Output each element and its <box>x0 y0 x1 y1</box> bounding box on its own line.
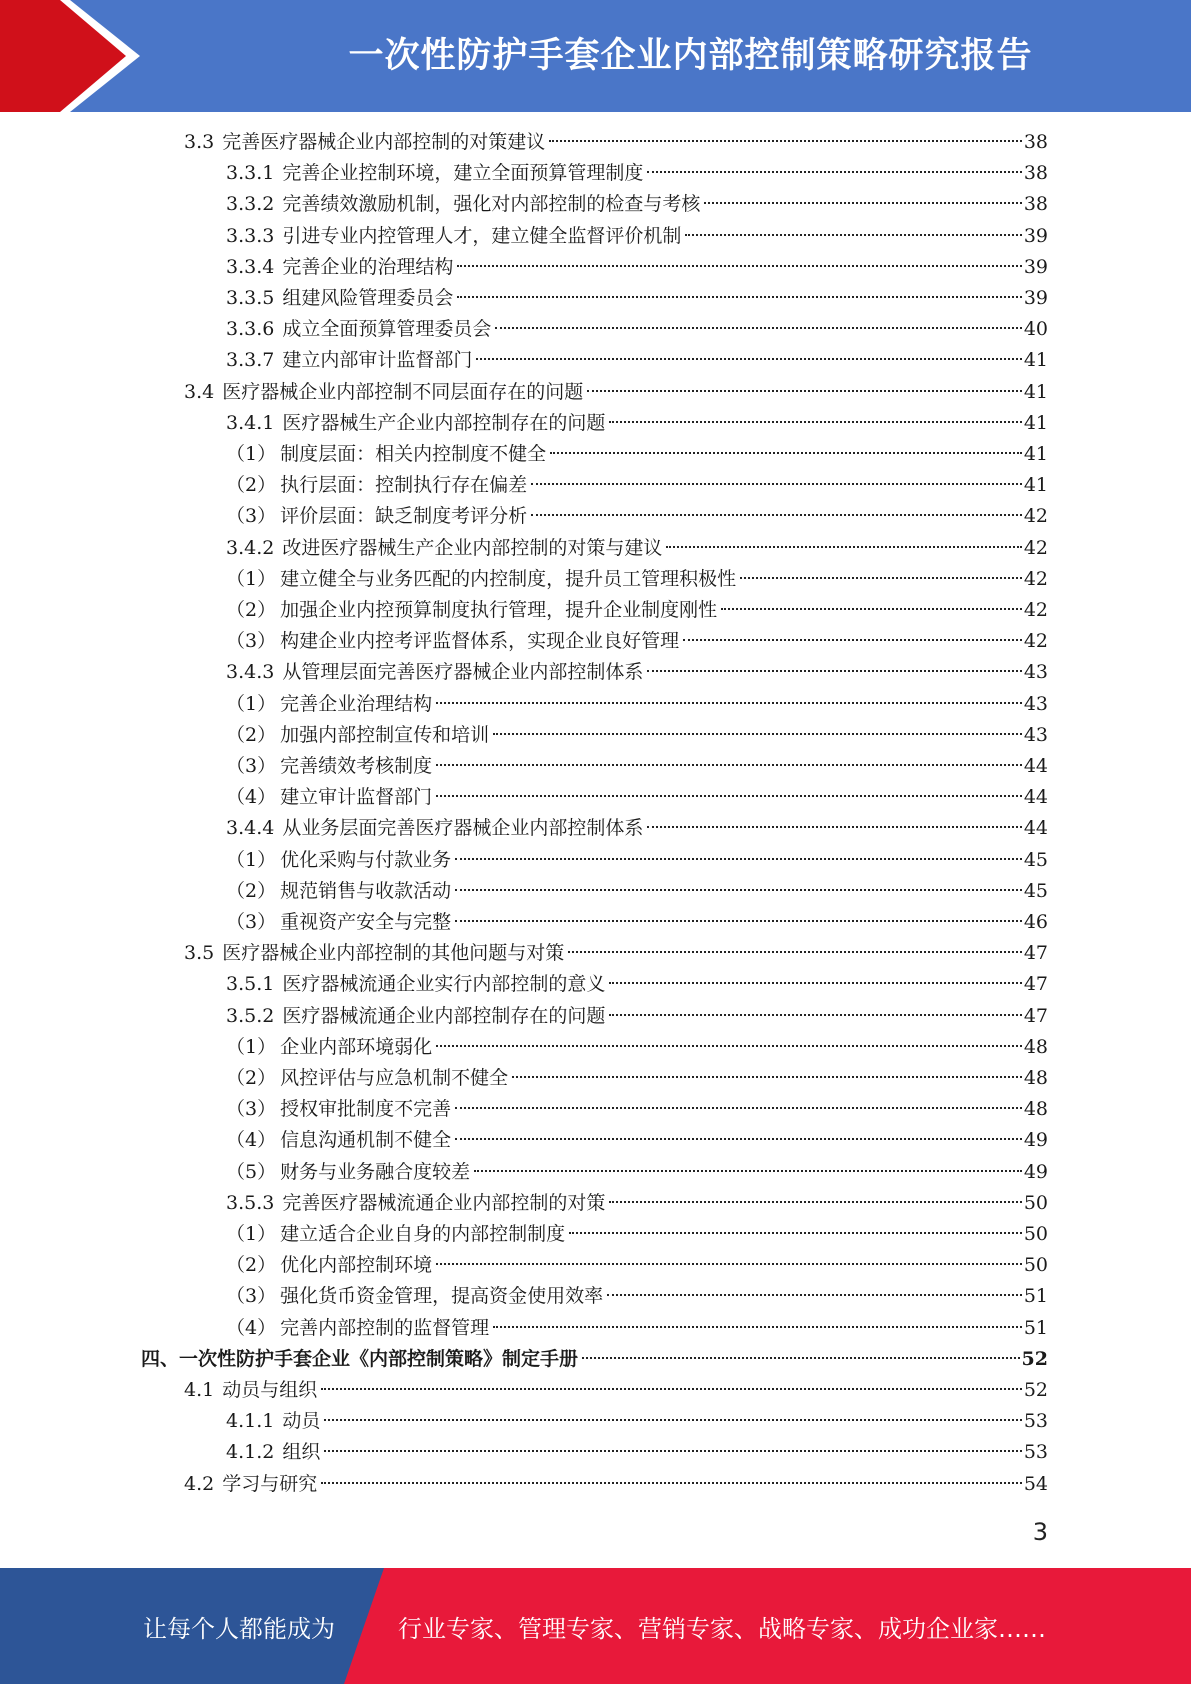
toc-entry-page: 40 <box>1023 318 1048 341</box>
toc-dot-leader <box>740 576 1022 579</box>
toc-dot-leader <box>582 1356 1020 1359</box>
toc-entry-number: （1） <box>226 567 277 590</box>
toc-entry-label: 改进医疗器械生产企业内部控制的对策与建议 <box>282 536 663 559</box>
toc-entry[interactable] <box>184 1469 1048 1500</box>
toc-entry-page: 51 <box>1023 1316 1048 1339</box>
toc-dot-leader <box>495 326 1021 329</box>
toc-entry-number: （3） <box>226 1285 277 1308</box>
toc-entry-label: 成立全面预算管理委员会 <box>282 318 492 341</box>
toc-entry[interactable] <box>184 938 1048 969</box>
toc-entry-label: 完善绩效激励机制，强化对内部控制的检查与考核 <box>282 193 701 216</box>
toc-entry-label: 风控评估与应急机制不健全 <box>280 1067 509 1089</box>
toc-entry-number: （2） <box>226 474 277 497</box>
toc-dot-leader <box>609 981 1021 984</box>
document-title: 一次性防护手套企业内部控制策略研究报告 <box>348 36 1033 76</box>
toc-entry-label: 医疗器械企业内部控制不同层面存在的问题 <box>222 380 584 403</box>
toc-dot-leader <box>455 888 1022 891</box>
toc-entry-number: （5） <box>226 1160 277 1183</box>
toc-entry-page: 50 <box>1023 1254 1048 1277</box>
toc-entry[interactable] <box>184 1375 1048 1406</box>
toc-entry-page: 39 <box>1023 255 1048 278</box>
toc-entry-page: 42 <box>1023 599 1048 621</box>
toc-entry-label: 财务与业务融合度较差 <box>280 1160 471 1183</box>
toc-entry-number: （2） <box>226 1254 277 1277</box>
toc-entry[interactable] <box>226 283 1048 314</box>
toc-entry-number: 3.4.2 <box>226 536 275 559</box>
toc-entry[interactable] <box>226 845 1048 876</box>
toc-entry-page: 53 <box>1023 1410 1048 1433</box>
toc-entry-page: 43 <box>1023 723 1048 746</box>
toc-entry-page: 48 <box>1023 1067 1048 1089</box>
toc-dot-leader <box>455 857 1022 860</box>
toc-entry[interactable] <box>226 470 1048 501</box>
toc-entry-number: （3） <box>226 630 277 653</box>
toc-entry-page: 45 <box>1023 848 1048 871</box>
toc-entry-number: 4.1 <box>184 1379 215 1401</box>
toc-dot-leader <box>457 264 1021 267</box>
toc-entry-number: （2） <box>226 723 277 746</box>
toc-entry-page: 41 <box>1023 443 1048 465</box>
toc-entry-number: 3.3 <box>184 131 215 153</box>
toc-entry-number: 3.3.5 <box>226 287 275 309</box>
toc-entry-page: 42 <box>1023 505 1048 528</box>
toc-entry[interactable] <box>226 751 1048 782</box>
toc-entry[interactable] <box>226 314 1048 345</box>
toc-entry-label: 从管理层面完善医疗器械企业内部控制体系 <box>282 661 644 684</box>
toc-entry-label: 完善医疗器械企业内部控制的对策建议 <box>222 131 546 153</box>
toc-entry-page: 47 <box>1023 942 1048 965</box>
toc-dot-leader <box>493 732 1022 735</box>
toc-entry-label: 加强企业内控预算制度执行管理，提升企业制度刚性 <box>280 599 718 621</box>
toc-dot-leader <box>609 420 1021 423</box>
toc-dot-leader <box>531 513 1022 516</box>
toc-entry[interactable] <box>226 564 1048 595</box>
toc-entry-page: 49 <box>1023 1129 1048 1152</box>
toc-entry-label: 强化货币资金管理，提高资金使用效率 <box>280 1285 604 1308</box>
toc-dot-leader <box>455 1137 1022 1140</box>
toc-entry[interactable] <box>226 1281 1048 1312</box>
toc-entry-label: 建立适合企业自身的内部控制制度 <box>280 1223 566 1245</box>
toc-entry[interactable] <box>226 439 1048 470</box>
toc-entry[interactable] <box>226 1094 1048 1125</box>
toc-dot-leader <box>457 295 1021 298</box>
toc-entry[interactable] <box>226 1250 1048 1281</box>
toc-entry-number: （2） <box>226 599 277 621</box>
toc-entry-label: 引进专业内控管理人才，建立健全监督评价机制 <box>282 224 682 247</box>
toc-entry[interactable] <box>226 907 1048 938</box>
toc-entry-number: （1） <box>226 1223 277 1245</box>
toc-entry-label: 重视资产安全与完整 <box>280 911 452 933</box>
toc-entry-label: 完善绩效考核制度 <box>280 755 433 777</box>
toc-entry[interactable] <box>226 1063 1048 1094</box>
toc-entry-label: 加强内部控制宣传和培训 <box>280 723 490 746</box>
toc-entry-page: 41 <box>1023 380 1048 403</box>
toc-entry-label: 动员 <box>282 1410 321 1433</box>
toc-entry-page: 41 <box>1023 349 1048 372</box>
toc-entry[interactable] <box>226 1032 1048 1063</box>
toc-entry[interactable] <box>226 1406 1048 1437</box>
toc-entry[interactable] <box>226 1437 1048 1468</box>
toc-entry[interactable] <box>226 408 1048 439</box>
toc-entry-number: （3） <box>226 505 277 528</box>
toc-entry-number: （4） <box>226 786 277 809</box>
toc-entry-label: 组织 <box>282 1441 321 1464</box>
toc-dot-leader <box>455 1106 1022 1109</box>
toc-entry[interactable] <box>226 782 1048 813</box>
toc-dot-leader <box>324 1418 1021 1421</box>
toc-entry[interactable] <box>226 876 1048 907</box>
toc-entry-page: 52 <box>1021 1347 1048 1370</box>
toc-dot-leader <box>436 1262 1022 1265</box>
toc-entry-page: 50 <box>1023 1191 1048 1214</box>
toc-entry-number: 4.1.2 <box>226 1441 275 1464</box>
toc-entry-label: 完善医疗器械流通企业内部控制的对策 <box>282 1191 606 1214</box>
toc-entry-number: 3.3.6 <box>226 318 275 341</box>
toc-entry-label: 医疗器械流通企业内部控制存在的问题 <box>282 1004 606 1027</box>
toc-entry[interactable] <box>226 1188 1048 1219</box>
toc-entry-label: 完善企业控制环境，建立全面预算管理制度 <box>282 162 644 185</box>
toc-entry-page: 39 <box>1023 287 1048 309</box>
toc-entry-number: 3.3.1 <box>226 162 275 185</box>
footer-banner <box>0 1568 1191 1684</box>
toc-entry-label: 四、一次性防护手套企业《内部控制策略》制定手册 <box>141 1347 579 1370</box>
toc-entry-label: 医疗器械企业内部控制的其他问题与对策 <box>222 942 565 965</box>
toc-entry-number: 4.1.1 <box>226 1410 275 1433</box>
toc-entry-page: 54 <box>1023 1472 1048 1495</box>
toc-entry-page: 41 <box>1023 474 1048 497</box>
toc-entry[interactable] <box>184 127 1048 158</box>
toc-dot-leader <box>647 170 1021 173</box>
toc-entry[interactable] <box>226 720 1048 751</box>
toc-entry-number: （1） <box>226 692 277 715</box>
toc-dot-leader <box>568 950 1022 953</box>
toc-entry-page: 48 <box>1023 1098 1048 1121</box>
toc-entry[interactable] <box>226 1125 1048 1156</box>
toc-entry-page: 52 <box>1023 1379 1048 1401</box>
toc-entry-page: 38 <box>1023 193 1048 216</box>
toc-entry[interactable] <box>226 657 1048 688</box>
toc-entry-page: 44 <box>1023 817 1048 840</box>
toc-dot-leader <box>569 1231 1022 1234</box>
toc-entry-label: 医疗器械生产企业内部控制存在的问题 <box>282 411 606 434</box>
toc-dot-leader <box>683 638 1022 641</box>
toc-dot-leader <box>609 1200 1021 1203</box>
toc-dot-leader <box>609 1013 1021 1016</box>
toc-dot-leader <box>436 701 1022 704</box>
toc-entry[interactable] <box>226 252 1048 283</box>
toc-entry[interactable] <box>226 626 1048 657</box>
toc-entry-number: 3.5 <box>184 942 215 965</box>
toc-dot-leader <box>647 669 1021 672</box>
toc-entry[interactable] <box>226 595 1048 626</box>
toc-dot-leader <box>587 389 1022 392</box>
toc-entry-label: 执行层面：控制执行存在偏差 <box>280 474 528 497</box>
toc-entry[interactable] <box>226 345 1048 376</box>
toc-dot-leader <box>324 1449 1021 1452</box>
toc-entry[interactable] <box>184 377 1048 408</box>
toc-entry[interactable] <box>226 1219 1048 1250</box>
toc-entry-page: 41 <box>1023 411 1048 434</box>
toc-dot-leader <box>550 451 1022 454</box>
toc-entry-number: 3.3.7 <box>226 349 275 372</box>
toc-entry-label: 信息沟通机制不健全 <box>280 1129 452 1152</box>
toc-entry[interactable] <box>226 533 1048 564</box>
toc-entry[interactable] <box>226 501 1048 532</box>
toc-entry-number: 3.3.2 <box>226 193 275 216</box>
toc-entry-number: 3.4 <box>184 380 215 403</box>
toc-entry-label: 完善企业的治理结构 <box>282 255 454 278</box>
toc-entry-number: （4） <box>226 1316 277 1339</box>
toc-entry-label: 构建企业内控考评监督体系，实现企业良好管理 <box>280 630 680 653</box>
toc-entry-number: 3.4.3 <box>226 661 275 684</box>
toc-entry[interactable] <box>226 189 1048 220</box>
toc-entry-label: 评价层面：缺乏制度考评分析 <box>280 505 528 528</box>
toc-dot-leader <box>607 1293 1022 1296</box>
toc-entry-number: （3） <box>226 911 277 933</box>
toc-entry-page: 48 <box>1023 1035 1048 1058</box>
toc-dot-leader <box>436 794 1022 797</box>
toc-entry-number: （3） <box>226 1098 277 1121</box>
toc-entry-label: 企业内部环境弱化 <box>280 1035 433 1058</box>
toc-entry-number: 3.5.1 <box>226 973 275 996</box>
toc-entry-label: 制度层面：相关内控制度不健全 <box>280 443 547 465</box>
toc-entry-label: 动员与组织 <box>222 1379 318 1401</box>
toc-entry-number: （1） <box>226 443 277 465</box>
toc-entry-number: 3.5.2 <box>226 1004 275 1027</box>
toc-dot-leader <box>647 825 1021 828</box>
toc-entry-number: 3.5.3 <box>226 1191 275 1214</box>
toc-entry-page: 50 <box>1023 1223 1048 1245</box>
toc-entry-label: 组建风险管理委员会 <box>282 287 454 309</box>
toc-entry-number: 4.2 <box>184 1472 215 1495</box>
toc-entry[interactable] <box>226 221 1048 252</box>
toc-dot-leader <box>474 1169 1022 1172</box>
toc-entry-label: 规范销售与收款活动 <box>280 879 452 902</box>
footer-slogan-right: 行业专家、管理专家、营销专家、战略专家、成功企业家…… <box>398 1614 1046 1643</box>
toc-dot-leader <box>436 763 1022 766</box>
toc-dot-leader <box>476 357 1021 360</box>
toc-entry-page: 39 <box>1023 224 1048 247</box>
toc-entry-page: 42 <box>1023 630 1048 653</box>
toc-entry-page: 53 <box>1023 1441 1048 1464</box>
toc-dot-leader <box>455 919 1022 922</box>
toc-entry-page: 44 <box>1023 755 1048 777</box>
toc-entry-label: 优化内部控制环境 <box>280 1254 433 1277</box>
toc-entry-page: 42 <box>1023 567 1048 590</box>
toc-entry-page: 47 <box>1023 1004 1048 1027</box>
toc-dot-leader <box>512 1075 1022 1078</box>
toc-dot-leader <box>704 201 1021 204</box>
page-number: 3 <box>1032 1518 1048 1546</box>
toc-entry-page: 38 <box>1023 131 1048 153</box>
toc-entry-page: 46 <box>1023 911 1048 933</box>
header-banner <box>0 0 1191 112</box>
chevron-decoration-icon <box>0 0 160 112</box>
toc-entry-number: （4） <box>226 1129 277 1152</box>
toc-entry-label: 从业务层面完善医疗器械企业内部控制体系 <box>282 817 644 840</box>
footer-slogan-left: 让每个人都能成为 <box>143 1614 335 1643</box>
toc-entry-page: 42 <box>1023 536 1048 559</box>
toc-dot-leader <box>549 139 1022 142</box>
toc-entry-number: （1） <box>226 848 277 871</box>
toc-dot-leader <box>436 1044 1022 1047</box>
toc-entry[interactable] <box>226 1157 1048 1188</box>
toc-entry-number: 3.4.4 <box>226 817 275 840</box>
toc-entry-number: （2） <box>226 879 277 902</box>
toc-entry-label: 完善内部控制的监督管理 <box>280 1316 490 1339</box>
toc-dot-leader <box>321 1387 1022 1390</box>
toc-entry-label: 优化采购与付款业务 <box>280 848 452 871</box>
toc-entry-number: （1） <box>226 1035 277 1058</box>
toc-entry[interactable] <box>226 689 1048 720</box>
toc-dot-leader <box>666 545 1021 548</box>
toc-entry-page: 38 <box>1023 162 1048 185</box>
toc-entry[interactable] <box>226 158 1048 189</box>
toc-dot-leader <box>721 607 1022 610</box>
toc-entry[interactable] <box>141 1344 1048 1375</box>
toc-entry-label: 建立内部审计监督部门 <box>282 349 473 372</box>
toc-entry-page: 47 <box>1023 973 1048 996</box>
toc-entry-page: 43 <box>1023 692 1048 715</box>
toc-entry-label: 完善企业治理结构 <box>280 692 433 715</box>
toc-entry-page: 45 <box>1023 879 1048 902</box>
toc-entry-label: 学习与研究 <box>222 1472 318 1495</box>
toc-dot-leader <box>685 233 1021 236</box>
toc-dot-leader <box>493 1325 1022 1328</box>
toc-entry-label: 建立健全与业务匹配的内控制度，提升员工管理积极性 <box>280 567 737 590</box>
toc-dot-leader <box>531 482 1022 485</box>
toc-entry[interactable] <box>226 969 1048 1000</box>
toc-entry-number: （2） <box>226 1067 277 1089</box>
toc-entry-number: 3.4.1 <box>226 411 275 434</box>
toc-entry-label: 建立审计监督部门 <box>280 786 433 809</box>
toc-entry-page: 44 <box>1023 786 1048 809</box>
toc-entry-number: 3.3.4 <box>226 255 275 278</box>
toc-entry-page: 51 <box>1023 1285 1048 1308</box>
toc-entry-label: 授权审批制度不完善 <box>280 1098 452 1121</box>
toc-entry-number: 3.3.3 <box>226 224 275 247</box>
toc-entry[interactable] <box>226 1313 1048 1344</box>
toc-entry-page: 49 <box>1023 1160 1048 1183</box>
toc-entry[interactable] <box>226 813 1048 844</box>
toc-dot-leader <box>321 1481 1022 1484</box>
toc-entry-label: 医疗器械流通企业实行内部控制的意义 <box>282 973 606 996</box>
toc-entry[interactable] <box>226 1001 1048 1032</box>
toc-entry-number: （3） <box>226 755 277 777</box>
toc-entry-page: 43 <box>1023 661 1048 684</box>
